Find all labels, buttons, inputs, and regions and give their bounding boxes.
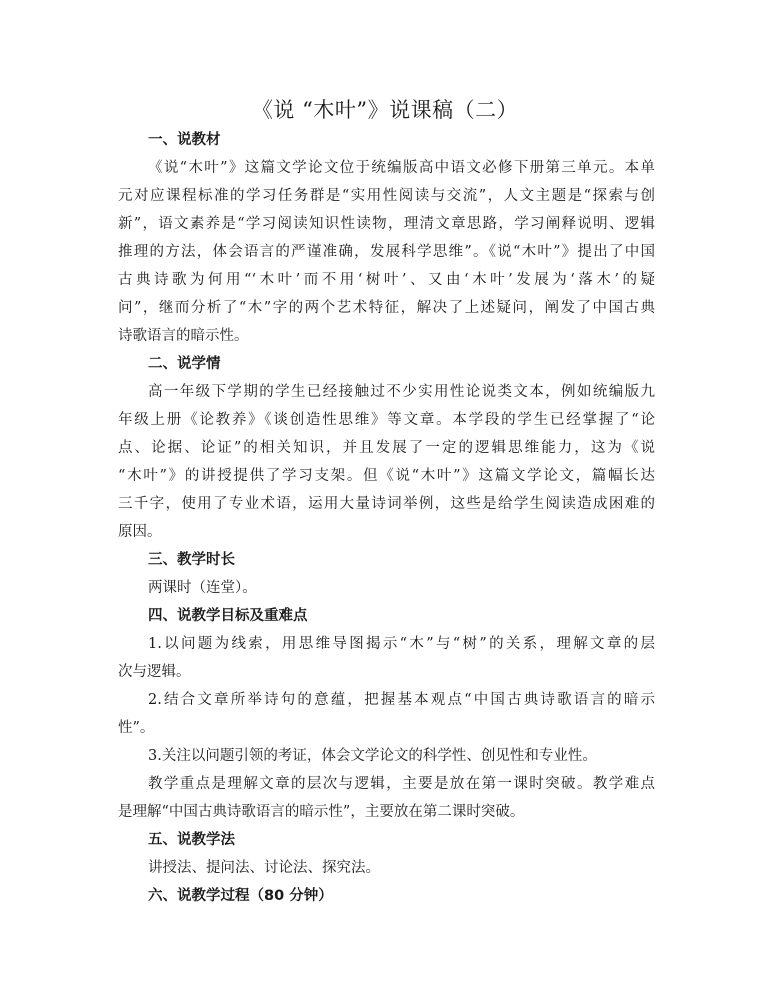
text-line: 是理解“中国古典诗歌语言的暗示性”，主要放在第二课时突破。 — [118, 804, 525, 820]
section-heading: 三、教学时长 — [148, 552, 235, 568]
section-heading: 一、说教材 — [148, 132, 221, 148]
section-heading: 四、说教学目标及重难点 — [148, 608, 308, 624]
paragraph — [118, 742, 655, 770]
text-line: 教学重点是理解文章的层次与逻辑，主要是放在第一课时突破。教学难点 — [148, 776, 655, 792]
section-heading: 五、说教学法 — [148, 832, 235, 848]
document-title: 《说 “木叶”》说课稿（二） — [251, 98, 519, 122]
document-body — [118, 126, 655, 910]
text-line: 推理的方法，体会语言的严谨准确，发展科学思维”。《说“木叶”》提出了中国 — [118, 244, 655, 260]
text-line: 原因。 — [118, 524, 162, 540]
text-line: 《说“木叶”》这篇文学论文位于统编版高中语文必修下册第三单元。本单 — [148, 160, 655, 176]
text-line: 古典诗歌为何用“‘木叶’而不用‘树叶’、又由‘木叶’发展为‘落木’的疑 — [118, 272, 655, 288]
text-line: 三千字，使用了专业术语，运用大量诗词举例，这些是给学生阅读造成困难的 — [118, 496, 655, 512]
paragraph — [118, 574, 655, 602]
paragraph — [118, 854, 655, 882]
text-line: 2.结合文章所举诗句的意蕴，把握基本观点“中国古典诗歌语言的暗示 — [148, 692, 655, 708]
paragraph — [118, 154, 655, 350]
text-line: “木叶”》的讲授提供了学习支架。但《说“木叶”》这篇文学论文，篇幅长达 — [118, 468, 655, 484]
text-line: 1.以问题为线索，用思维导图揭示“木”与“树”的关系，理解文章的层 — [148, 636, 655, 652]
paragraph — [118, 686, 655, 742]
text-line: 元对应课程标准的学习任务群是“实用性阅读与交流”，人文主题是“探索与创 — [118, 188, 655, 204]
section-heading: 六、说教学过程（80 分钟） — [148, 888, 333, 904]
text-line: 年级上册《论教养》《谈创造性思维》等文章。本学段的学生已经掌握了“论 — [118, 412, 655, 428]
paragraph — [118, 630, 655, 686]
text-line: 讲授法、提问法、讨论法、探究法。 — [148, 860, 380, 876]
text-line: 性”。 — [118, 720, 155, 736]
text-line: 两课时（连堂）。 — [148, 580, 257, 596]
section-heading: 二、说学情 — [148, 356, 221, 372]
text-line: 问”，继而分析了“木”字的两个艺术特征，解决了上述疑问，阐发了中国古典 — [118, 300, 655, 316]
text-line: 3.关注以问题引领的考证，体会文学论文的科学性、创见性和专业性。 — [148, 748, 597, 764]
text-line: 诗歌语言的暗示性。 — [118, 328, 249, 344]
text-line: 次与逻辑。 — [118, 664, 191, 680]
text-line: 点、论据、论证”的相关知识，并且发展了一定的逻辑思维能力，这为《说 — [118, 440, 655, 456]
paragraph — [118, 378, 655, 546]
text-line: 新”，语文素养是“学习阅读知识性读物，理清文章思路，学习阐释说明、逻辑 — [118, 216, 655, 232]
text-line: 高一年级下学期的学生已经接触过不少实用性论说类文本，例如统编版九 — [148, 384, 655, 400]
paragraph — [118, 770, 655, 826]
